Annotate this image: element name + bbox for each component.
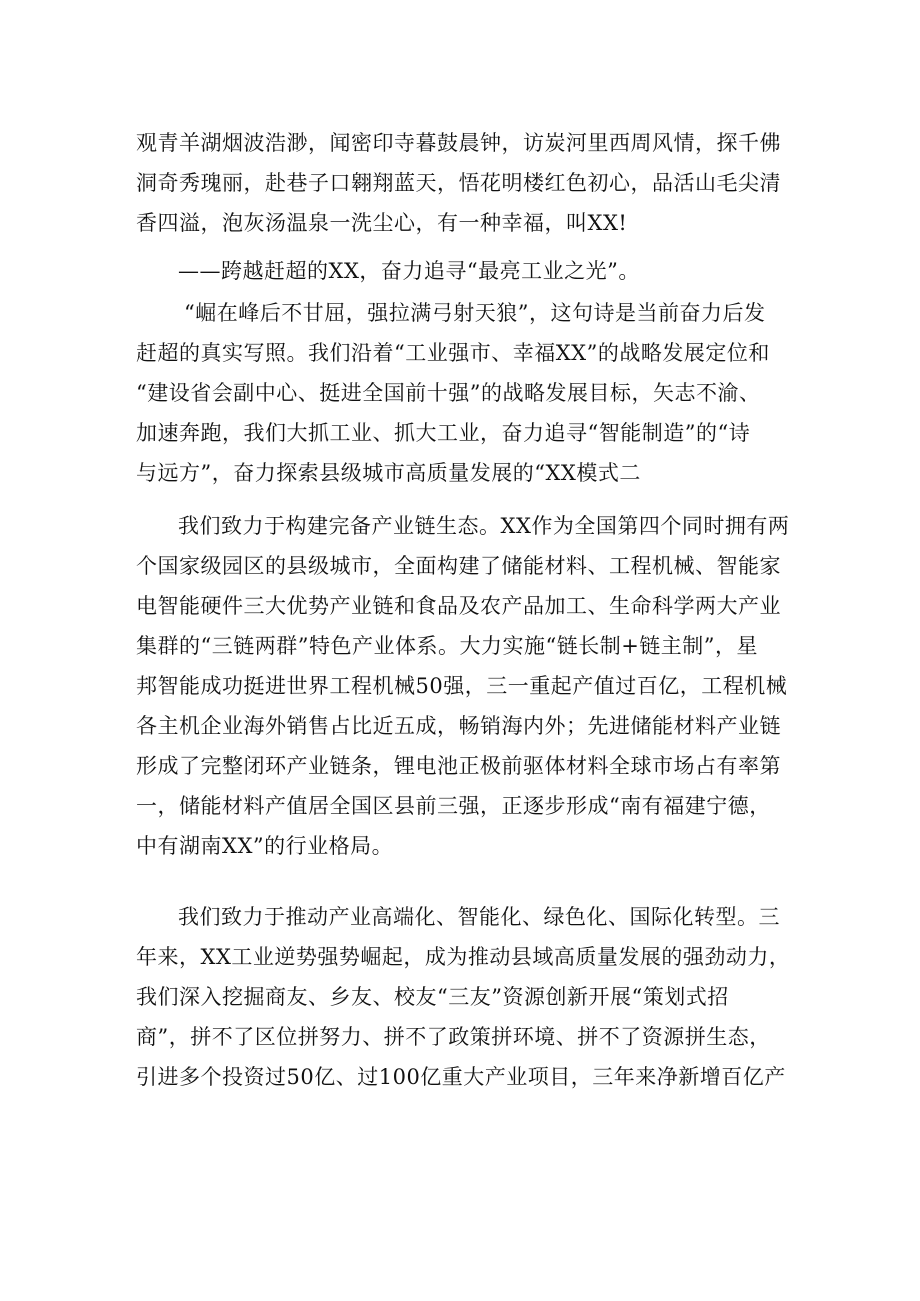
paragraph-strategy <box>136 293 796 493</box>
text-line: 加速奔跑，我们大抓工业、抓大工业，奋力追寻“智能制造”的“诗 <box>136 421 751 445</box>
paragraph-industry-chain <box>136 506 796 866</box>
text-line: 观青羊湖烟波浩渺，闻密印寺暮鼓晨钟，访炭河里西周风情，探千佛 <box>136 131 781 155</box>
text-line: “建设省会副中心、挺进全国前十强”的战略发展目标，矢志不渝、 <box>136 381 761 405</box>
text-line: 香四溢，泡灰汤温泉一洗尘心，有一种幸福，叫XX! <box>136 211 628 235</box>
section-heading-text: ——跨越赶超的XX，奋力追寻“最亮工业之光”。 <box>178 259 640 283</box>
text-line: 各主机企业海外销售占比近五成，畅销海内外；先进储能材料产业链 <box>136 714 781 738</box>
section-heading <box>136 251 796 291</box>
text-line: “崛在峰后不甘屈，强拉满弓射天狼”，这句诗是当前奋力后发 <box>184 301 766 325</box>
text-line: 中有湖南XX”的行业格局。 <box>136 834 394 858</box>
text-line: 电智能硬件三大优势产业链和食品及农产品加工、生命科学两大产业 <box>136 594 781 618</box>
text-line: 形成了完整闭环产业链条，锂电池正极前驱体材料全球市场占有率第 <box>136 754 781 778</box>
text-line: 我们深入挖掘商友、乡友、校友“三友”资源创新开展“策划式招 <box>136 985 729 1009</box>
text-line: 邦智能成功挺进世界工程机械50强，三一重起产值过百亿，工程机械 <box>136 674 788 698</box>
text-line: 集群的“三链两群”特色产业体系。大力实施“链长制+链主制”，星 <box>136 634 759 658</box>
text-line: 赶超的真实写照。我们沿着“工业强市、幸福XX”的战略发展定位和 <box>136 341 770 365</box>
text-line: 我们致力于构建完备产业链生态。XX作为全国第四个同时拥有两 <box>178 514 790 538</box>
text-line: 洞奇秀瑰丽，赴巷子口翱翔蓝天，悟花明楼红色初心，品活山毛尖清 <box>136 171 781 195</box>
text-line: 年来，XX工业逆势强势崛起，成为推动县域高质量发展的强劲动力， <box>136 945 791 969</box>
paragraph-transformation <box>136 897 796 1097</box>
paragraph-scenic-intro <box>136 123 796 243</box>
text-line: 个国家级园区的县级城市，全面构建了储能材料、工程机械、智能家 <box>136 554 781 578</box>
text-line: 商”，拼不了区位拼努力、拼不了政策拼环境、拼不了资源拼生态， <box>136 1025 771 1049</box>
text-line: 引进多个投资过50亿、过100亿重大产业项目，三年来净新增百亿产 <box>136 1065 786 1089</box>
text-line: 与远方”，奋力探索县级城市高质量发展的“XX模式二 <box>136 461 641 485</box>
text-line: 一，储能材料产值居全国区县前三强，正逐步形成“南有福建宁德， <box>136 794 771 818</box>
text-line: 我们致力于推动产业高端化、智能化、绿色化、国际化转型。三 <box>178 905 780 929</box>
